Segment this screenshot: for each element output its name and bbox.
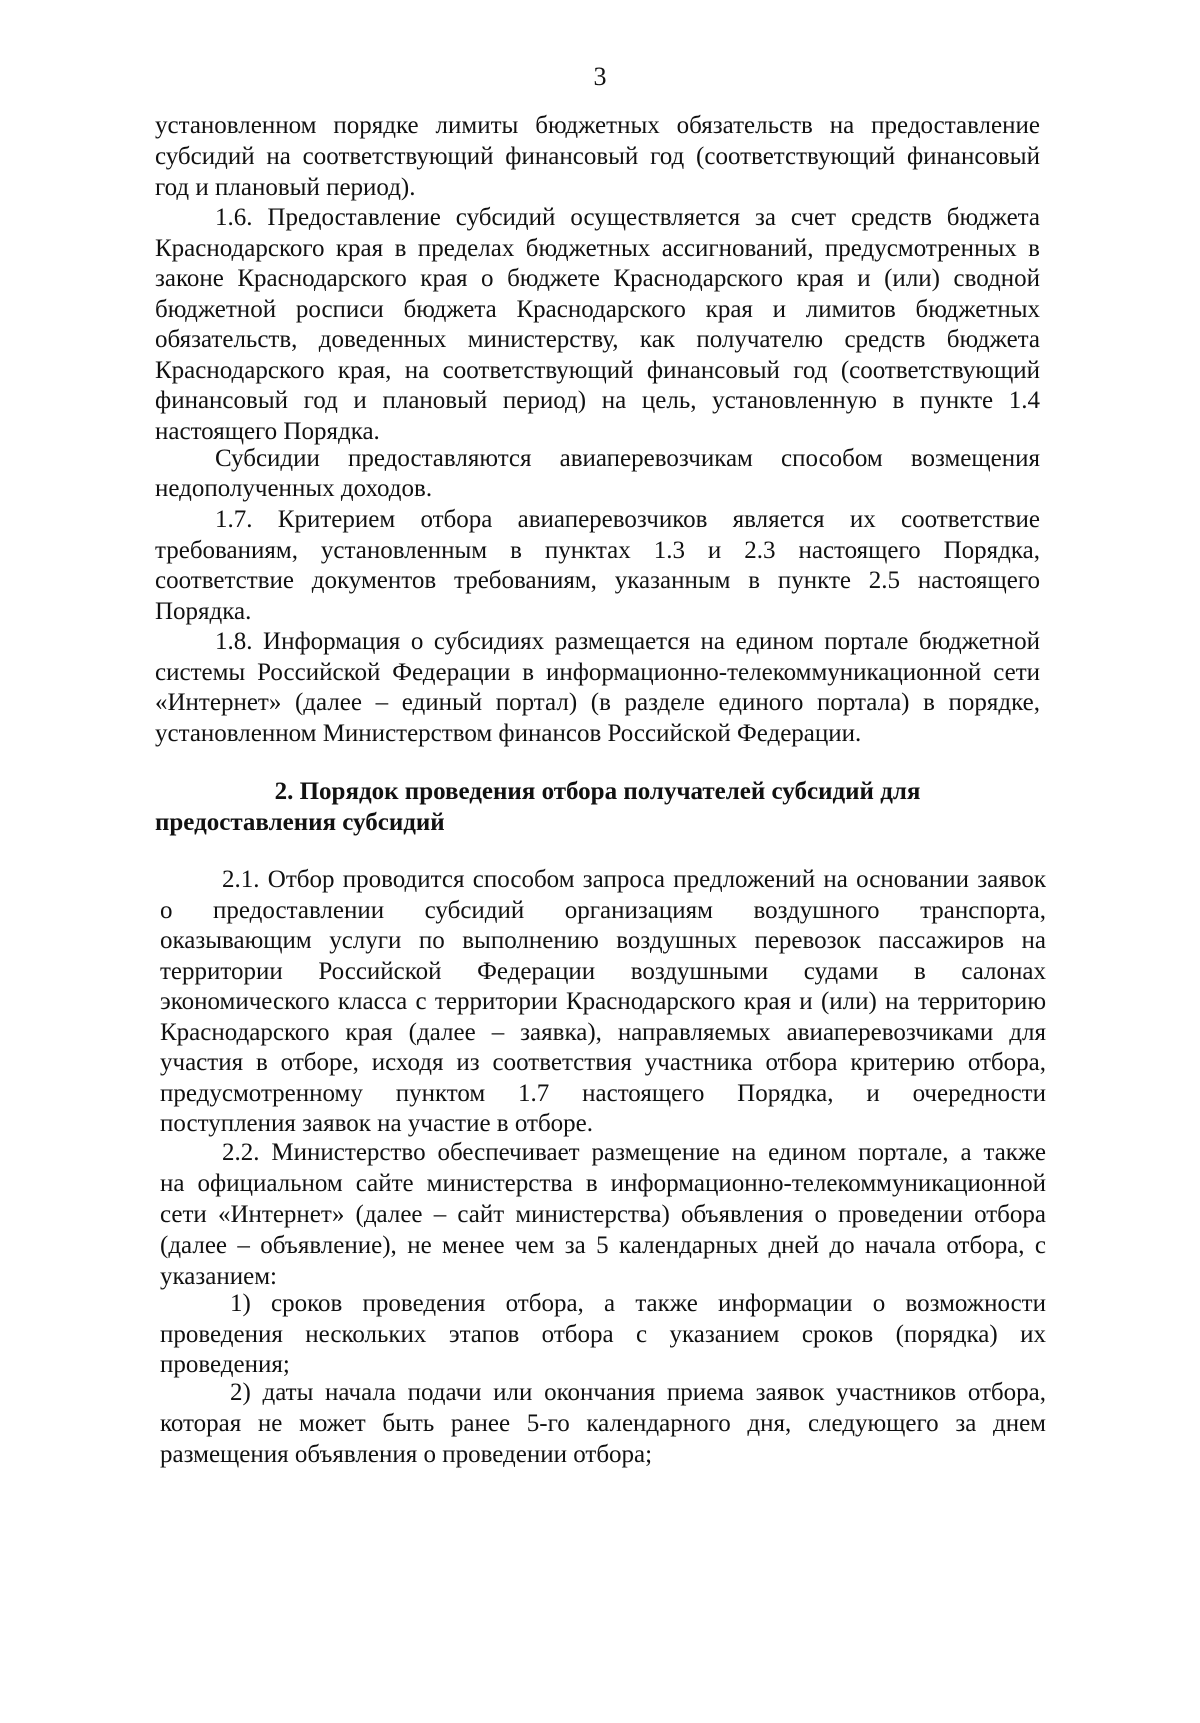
- text-line: Краснодарского края в пределах бюджетных ассигнований, предусмотренных в: [155, 234, 1040, 262]
- text-line: экономического класса с территории Краснодарского края и (или) на территорию: [160, 988, 1046, 1015]
- text-line: проведения;: [160, 1351, 290, 1378]
- text-line: (далее – объявление), не менее чем за 5 календарных дней до начала отбора, с: [160, 1232, 1046, 1259]
- text-line: предоставления субсидий: [155, 809, 445, 836]
- text-line: 2. Порядок проведения отбора получателей субсидий для: [274, 778, 921, 805]
- text-line: бюджетной росписи бюджета Краснодарского края и лимитов бюджетных: [155, 295, 1040, 323]
- text-line: проведения нескольких этапов отбора с указанием сроков (порядка) их: [160, 1320, 1046, 1348]
- text-line: соответствие документов требованиям, указанным в пункте 2.5 настоящего: [155, 567, 1040, 594]
- text-line: установленном порядке лимиты бюджетных обязательств на предоставление: [155, 112, 1040, 139]
- text-line: Порядка.: [155, 597, 252, 625]
- text-line: Субсидии предоставляются авиаперевозчикам способом возмещения: [215, 445, 1040, 472]
- text-line: законе Краснодарского края о бюджете Краснодарского края и (или) сводной: [155, 265, 1040, 292]
- text-line: сети «Интернет» (далее – сайт министерства) объявления о проведении отбора: [160, 1201, 1046, 1228]
- text-line: указанием:: [160, 1263, 277, 1290]
- text-line: которая не может быть ранее 5-го календарного дня, следующего за днем: [160, 1410, 1046, 1437]
- page-number: 3: [593, 62, 607, 91]
- text-line: участия в отборе, исходя из соответствия участника отбора критерию отбора,: [160, 1049, 1046, 1076]
- text-line: установленном Министерством финансов Российской Федерации.: [155, 719, 862, 747]
- text-line: год и плановый период).: [155, 174, 416, 201]
- text-line: 2) даты начала подачи или окончания приема заявок участников отбора,: [230, 1379, 1046, 1406]
- text-line: Краснодарского края, на соответствующий финансовый год (соответствующий: [155, 356, 1040, 384]
- text-line: системы Российской Федерации в информационно-телекоммуникационной сети: [155, 658, 1040, 686]
- text-line: 1.7. Критерием отбора авиаперевозчиков является их соответствие: [215, 506, 1040, 533]
- text-line: 1.8. Информация о субсидиях размещается на едином портале бюджетной: [215, 628, 1040, 655]
- text-line: 1) сроков проведения отбора, а также информации о возможности: [230, 1290, 1046, 1317]
- text-line: о предоставлении субсидий организациям воздушного транспорта,: [160, 896, 1046, 924]
- text-line: 2.1. Отбор проводится способом запроса предложений на основании заявок: [222, 866, 1046, 893]
- text-line: территории Российской Федерации воздушными судами в салонах: [160, 957, 1046, 985]
- text-line: «Интернет» (далее – единый портал) (в разделе единого портала) в порядке,: [155, 689, 1040, 716]
- text-line: предусмотренному пунктом 1.7 настоящего Порядка, и очередности: [160, 1079, 1046, 1107]
- text-line: 2.2. Министерство обеспечивает размещение на едином портале, а также: [222, 1139, 1046, 1166]
- text-line: размещения объявления о проведении отбора;: [160, 1441, 653, 1468]
- text-line: настоящего Порядка.: [155, 417, 380, 445]
- text-line: на официальном сайте министерства в информационно-телекоммуникационной: [160, 1170, 1046, 1197]
- text-line: требованиям, установленным в пунктах 1.3 и 2.3 настоящего Порядка,: [155, 536, 1040, 564]
- text-line: субсидий на соответствующий финансовый год (соответствующий финансовый: [155, 143, 1040, 170]
- text-line: поступления заявок на участие в отборе.: [160, 1110, 594, 1137]
- text-line: Краснодарского края (далее – заявка), направляемых авиаперевозчиками для: [160, 1018, 1046, 1046]
- text-line: 1.6. Предоставление субсидий осуществляется за счет средств бюджета: [215, 204, 1040, 231]
- text-line: оказывающим услуги по выполнению воздушных перевозок пассажиров на: [160, 927, 1046, 954]
- text-line: финансовый год и плановый период) на цель, установленную в пункте 1.4: [155, 387, 1040, 414]
- text-line: обязательств, доведенных министерству, как получателю средств бюджета: [155, 326, 1040, 353]
- text-line: недополученных доходов.: [155, 475, 433, 502]
